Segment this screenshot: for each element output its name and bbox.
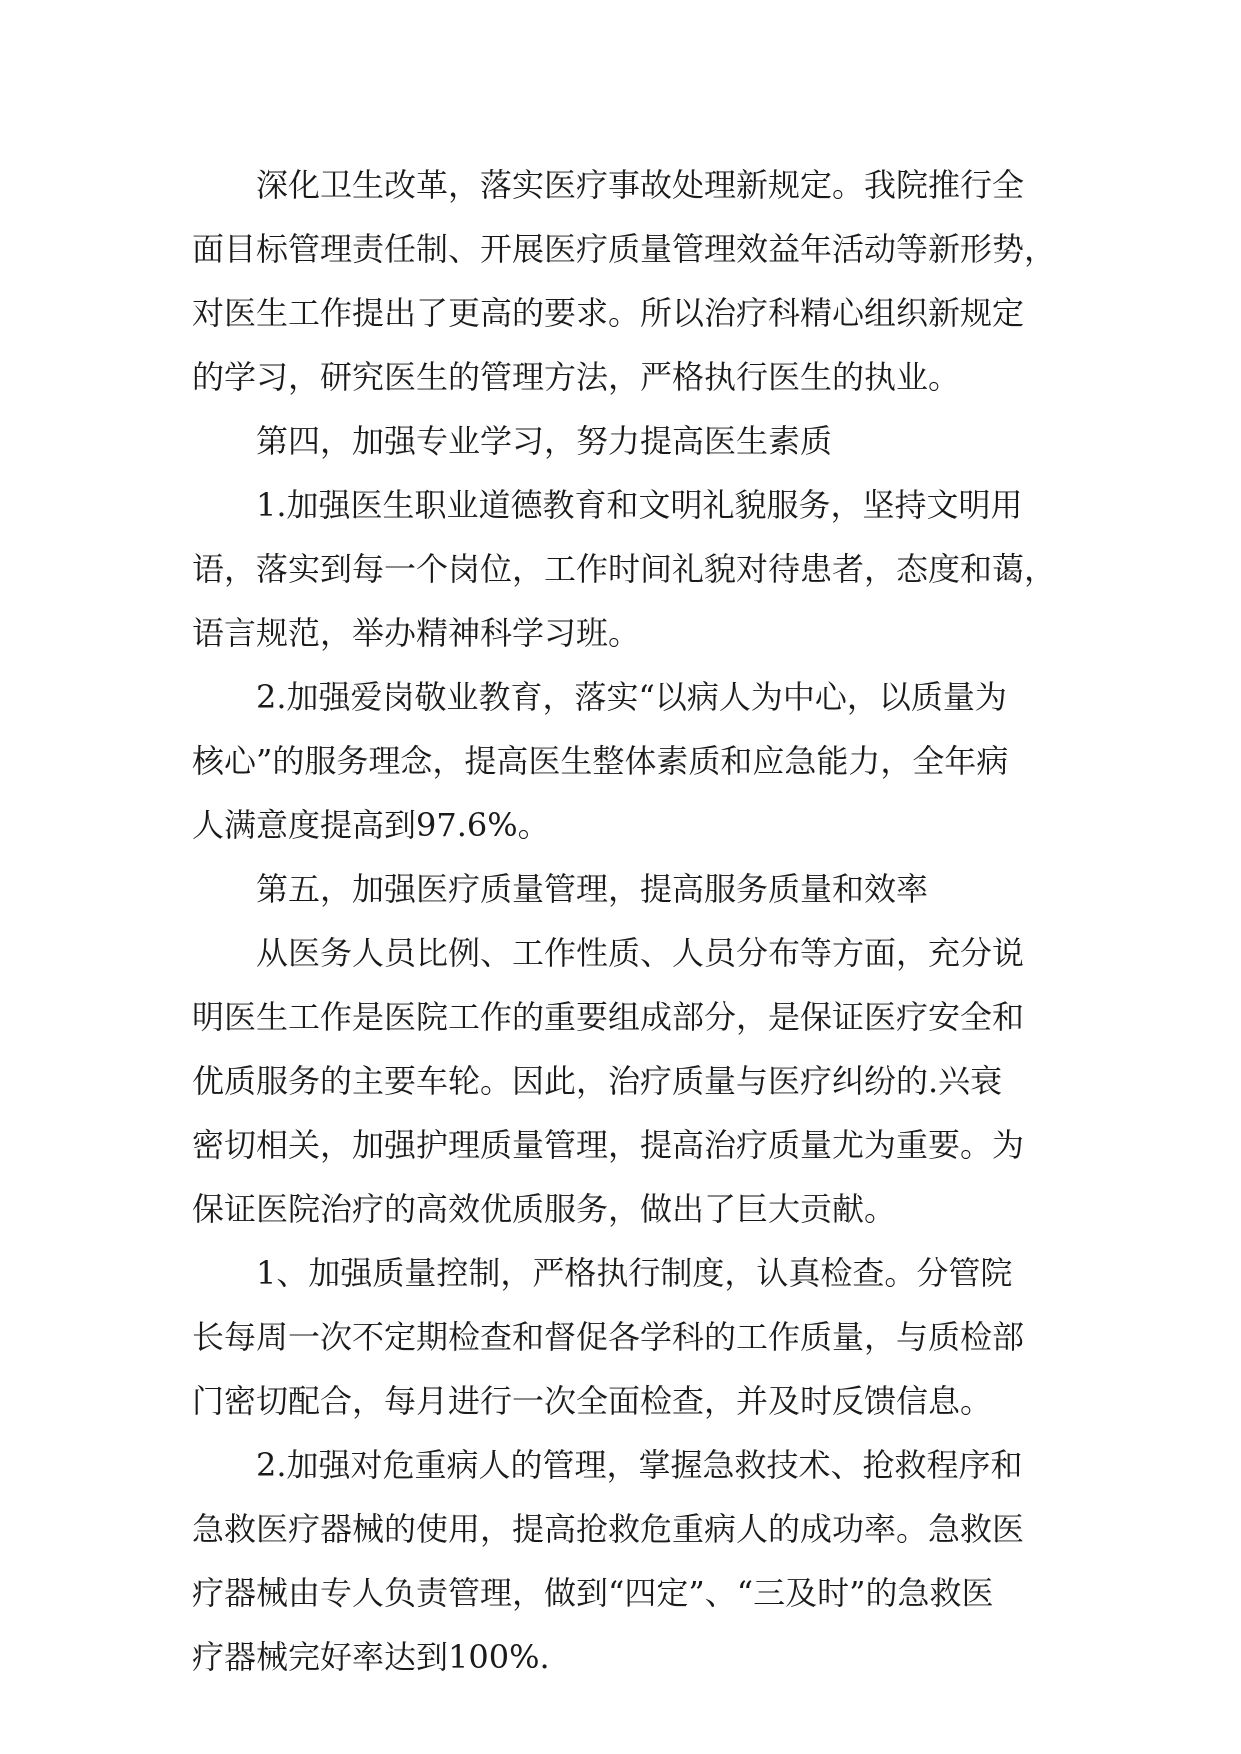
text-line: 面目标管理责任制、开展医疗质量管理效益年活动等新形势， <box>192 230 1057 268</box>
text-line: 优质服务的主要车轮。因此，治疗质量与医疗纠纷的.兴衰 <box>192 1062 1003 1100</box>
text-line: 语言规范，举办精神科学习班。 <box>192 614 641 652</box>
text-line: 2.加强爱岗敬业教育，落实“以病人为中心，以质量为 <box>256 678 1007 716</box>
text-line: 1.加强医生职业道德教育和文明礼貌服务，坚持文明用 <box>256 486 1023 524</box>
text-line: 深化卫生改革，落实医疗事故处理新规定。我院推行全 <box>256 166 1025 204</box>
text-line: 1、加强质量控制，严格执行制度，认真检查。分管院 <box>256 1254 1013 1292</box>
text-line: 核心”的服务理念，提高医生整体素质和应急能力，全年病 <box>192 742 1009 780</box>
text-line: 疗器械完好率达到100%. <box>192 1638 550 1676</box>
section-heading: 第四，加强专业学习，努力提高医生素质 <box>256 422 833 460</box>
section-heading: 第五，加强医疗质量管理，提高服务质量和效率 <box>256 870 929 908</box>
text-line: 明医生工作是医院工作的重要组成部分，是保证医疗安全和 <box>192 998 1025 1036</box>
text-line: 门密切配合，每月进行一次全面检查，并及时反馈信息。 <box>192 1382 993 1420</box>
text-line: 的学习，研究医生的管理方法，严格执行医生的执业。 <box>192 358 961 396</box>
text-line: 对医生工作提出了更高的要求。所以治疗科精心组织新规定 <box>192 294 1025 332</box>
text-line: 长每周一次不定期检查和督促各学科的工作质量，与质检部 <box>192 1318 1025 1356</box>
text-line: 保证医院治疗的高效优质服务，做出了巨大贡献。 <box>192 1190 897 1228</box>
text-line: 语，落实到每一个岗位，工作时间礼貌对待患者，态度和蔼， <box>192 550 1057 588</box>
text-line: 疗器械由专人负责管理，做到“四定”、“三及时”的急救医 <box>192 1574 994 1612</box>
text-line: 2.加强对危重病人的管理，掌握急救技术、抢救程序和 <box>256 1446 1023 1484</box>
text-line: 急救医疗器械的使用，提高抢救危重病人的成功率。急救医 <box>192 1510 1025 1548</box>
text-line: 从医务人员比例、工作性质、人员分布等方面，充分说 <box>256 934 1025 972</box>
text-line: 人满意度提高到97.6%。 <box>192 806 550 844</box>
text-line: 密切相关，加强护理质量管理，提高治疗质量尤为重要。为 <box>192 1126 1025 1164</box>
